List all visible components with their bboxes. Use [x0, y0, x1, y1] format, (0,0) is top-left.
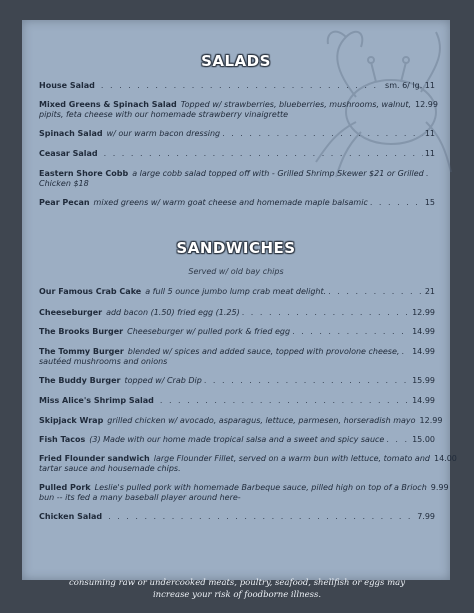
- menu-item-name: Pear Pecan: [39, 198, 90, 207]
- sandwiches-subtitle: Served w/ old bay chips: [188, 267, 284, 276]
- menu-item-name: Fish Tacos: [39, 435, 86, 444]
- menu-item-price: 12.99: [412, 308, 435, 317]
- food-safety-disclaimer: [40, 577, 434, 601]
- menu-item: [39, 435, 435, 445]
- menu-item-description: a full 5 ounce jumbo lump crab meat delight.: [145, 287, 327, 296]
- menu-item-description-continued: bun -- its fed a many baseball player around here-: [39, 493, 241, 502]
- menu-item-description: Cheeseburger w/ pulled pork & fried egg: [127, 327, 291, 336]
- sandwiches-heading: SANDWICHES: [176, 239, 296, 257]
- dot-leader: [222, 129, 423, 139]
- menu-item-description: Topped w/ strawberries, blueberries, mushrooms, walnut,: [180, 100, 412, 109]
- menu-item-price: 14.99: [412, 347, 435, 356]
- menu-item: [39, 149, 435, 159]
- menu-item-price: 15.00: [412, 435, 435, 444]
- dot-leader: [204, 376, 410, 386]
- menu-item-name: Our Famous Crab Cake: [39, 287, 142, 296]
- dot-leader: [426, 169, 433, 179]
- menu-item-price: sm. 6/ lg. 11: [385, 81, 435, 90]
- menu-item: [39, 396, 435, 406]
- menu-item-price: 12.99: [415, 100, 438, 109]
- menu-item: [39, 416, 443, 426]
- menu-item: [39, 169, 435, 189]
- menu-item-price: 21: [424, 287, 435, 296]
- menu-item-description: (3) Made with our home made tropical salsa and a sweet and spicy sauce: [89, 435, 385, 444]
- menu-item: [39, 347, 435, 367]
- menu-item-name: Ceasar Salad: [39, 149, 98, 158]
- menu-item-price: 14.00: [433, 454, 457, 463]
- menu-item-description-continued: tartar sauce and housemade chips.: [39, 464, 181, 473]
- menu-item-description: w/ our warm bacon dressing: [106, 129, 221, 138]
- menu-item-price: 15.99: [412, 376, 435, 385]
- menu-item-name: Cheeseburger: [39, 308, 103, 317]
- menu-item-price: 7.99: [417, 512, 435, 521]
- menu-item: [39, 287, 435, 297]
- menu-item-price: 11: [424, 149, 435, 158]
- dot-leader: [370, 198, 423, 208]
- dot-leader: [292, 327, 410, 337]
- menu-panel: [22, 20, 457, 580]
- dot-leader: [386, 435, 410, 445]
- menu-item-description-continued: pipits, feta cheese with our homemade strawberry vinaigrette: [39, 110, 289, 119]
- dot-leader: [328, 287, 423, 297]
- dot-leader: [101, 81, 383, 91]
- menu-item-name: Mixed Greens & Spinach Salad: [39, 100, 177, 109]
- dot-leader: [242, 308, 410, 318]
- dot-leader: [108, 512, 415, 522]
- dot-leader: [401, 347, 410, 357]
- menu-item-name: Eastern Shore Cobb: [39, 169, 129, 178]
- menu-item: [39, 100, 438, 120]
- menu-item-name: Spinach Salad: [39, 129, 103, 138]
- dot-leader: [160, 396, 410, 406]
- dot-leader: [104, 149, 423, 159]
- menu-item-name: Miss Alice's Shrimp Salad: [39, 396, 154, 405]
- menu-item-price: 11: [424, 129, 435, 138]
- menu-item-price: 14.99: [412, 396, 435, 405]
- menu-item-description: topped w/ Crab Dip: [124, 376, 202, 385]
- menu-item: [39, 308, 435, 318]
- menu-item-description: large Flounder Fillet, served on a warm bun with lettuce, tomato and: [153, 454, 430, 463]
- disclaimer-line-2: increase your risk of foodborne illness.: [152, 590, 322, 600]
- menu-item-price: 12.99: [419, 416, 443, 425]
- menu-item-description: blended w/ spices and added sauce, topped with provolone cheese,: [127, 347, 400, 356]
- menu-item-name: The Brooks Burger: [39, 327, 124, 336]
- menu-item-description: Leslie's pulled pork with homemade Barbeque sauce, pilled high on top of a Brioch: [94, 483, 427, 492]
- menu-item-description-continued: sautéed mushrooms and onions: [39, 357, 168, 366]
- menu-item-name: Skipjack Wrap: [39, 416, 104, 425]
- salads-heading: SALADS: [201, 52, 271, 70]
- menu-item-price: 15: [424, 198, 435, 207]
- menu-item: [39, 376, 435, 386]
- menu-item: [39, 198, 435, 208]
- menu-item-price: 14.99: [412, 327, 435, 336]
- disclaimer-line-1: consuming raw or undercooked meats, poultry, seafood, shellfish or eggs may: [68, 578, 405, 588]
- menu-item-name: Chicken Salad: [39, 512, 103, 521]
- menu-item-name: Fried Flounder sandwich: [39, 454, 150, 463]
- menu-item-description: grilled chicken w/ avocado, asparagus, lettuce, parmesen, horseradish mayo: [107, 416, 416, 425]
- menu-item-name: House Salad: [39, 81, 95, 90]
- menu-item: [39, 454, 457, 474]
- menu-item: [39, 512, 435, 522]
- menu-item-description-continued: Chicken $18: [39, 179, 89, 188]
- menu-item-description: add bacon (1.50) fried egg (1.25): [106, 308, 240, 317]
- menu-item: [39, 81, 435, 91]
- menu-item: [39, 129, 435, 139]
- menu-item-price: 9.99: [430, 483, 449, 492]
- menu-item: [39, 327, 435, 337]
- menu-item-name: Pulled Pork: [39, 483, 91, 492]
- menu-item-description: mixed greens w/ warm goat cheese and homemade maple balsamic: [93, 198, 368, 207]
- menu-item: [39, 483, 449, 503]
- menu-item-description: a large cobb salad topped off with - Grilled Shrimp Skewer $21 or Grilled: [132, 169, 424, 178]
- menu-item-name: The Tommy Burger: [39, 347, 124, 356]
- menu-item-name: The Buddy Burger: [39, 376, 121, 385]
